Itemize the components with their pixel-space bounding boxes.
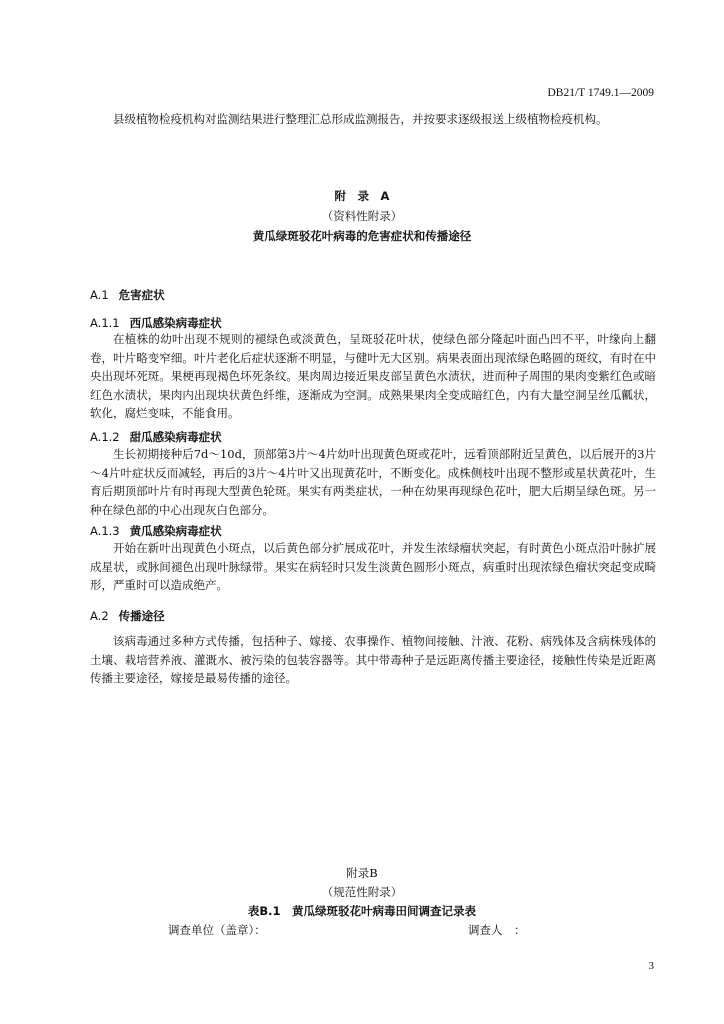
section-number: A.1	[90, 288, 109, 302]
appendix-a-title: 附 录 A	[334, 189, 390, 203]
appendix-b-title: 附录B	[346, 866, 378, 880]
section-a13-paragraph: 开始在新叶出现黄色小斑点，以后黄色部分扩展成花叶，并发生浓绿瘤状突起，有时黄色小斑点沿叶脉扩展成星状，或脉间褪色出现叶脉绿带。果实在病轻时只发生淡黄色圆形小斑点，病重时出现浓绿色瘤状突起变成畸形，严重时可以造成绝产。	[90, 541, 656, 592]
section-number: A.1.2	[90, 430, 120, 444]
section-a2-paragraph: 该病毒通过多种方式传播，包括种子、嫁接、农事操作、植物间接触、汁液、花粉、病残体及含病株残体的土壤、栽培营养液、灌溉水、被污染的包装容器等。其中带毒种子是远距离传播主要途径，接触性传染是近距离传播主要途径，嫁接是最易传播的途径。	[90, 634, 656, 685]
section-title: 西瓜感染病毒症状	[129, 316, 222, 330]
intro-paragraph: 县级植物检疫机构对监测结果进行整理汇总形成监测报告，并按要求逐级报送上级植物检疫机构。	[113, 112, 608, 126]
section-a12-paragraph: 生长初期接种后7d～10d，顶部第3片～4片幼叶出现黄色斑或花叶，远看顶部附近呈黄色，以后展开的3片～4片叶症状反而减轻，再后的3片～4片叶又出现黄花叶，不断变化。成株侧枝叶出现不整形或星状黄花叶，生育后期顶部叶片有时再现大型黄色轮斑。果实有两类症状，一种在幼果再现绿色花叶，肥大后期呈绿色斑。另一种在绿色部的中心出现灰白色部分。	[90, 447, 656, 517]
section-a2-heading	[90, 608, 165, 624]
investigator-label: 调查人 ：	[468, 923, 526, 937]
section-a13-heading	[90, 523, 222, 539]
section-title: 甜瓜感染病毒症状	[129, 430, 222, 444]
section-a12-heading	[90, 429, 222, 445]
section-title: 黄瓜感染病毒症状	[129, 524, 222, 538]
appendix-a-subtitle: （资料性附录）	[321, 209, 403, 223]
section-a11-paragraph: 在植株的幼叶出现不规则的褪绿色或淡黄色，呈斑驳花叶状，使绿色部分隆起叶面凸凹不平，叶缘向上翻卷，叶片略变窄细。叶片老化后症状逐渐不明显，与健叶无大区别。病果表面出现浓绿色略圆的斑纹，有时在中央出现坏死斑。果梗再现褐色坏死条纹。果肉周边接近果皮部呈黄色水渍状，进而种子周围的果肉变紫红色或暗红色水渍状，果肉内出现块状黄色纤维，逐渐成为空洞。成熟果果肉全变成暗红色，内有大量空洞呈丝瓜瓤状，软化，腐烂变味，不能食用。	[90, 332, 656, 420]
survey-unit-label: 调查单位（盖章）：	[168, 923, 266, 937]
appendix-b-subtitle: （规范性附录）	[321, 885, 403, 899]
section-a11-heading	[90, 315, 222, 331]
section-title: 传播途径	[118, 609, 165, 623]
section-number: A.1.1	[90, 316, 120, 330]
table-caption: 表B.1 黄瓜绿斑驳花叶病毒田间调查记录表	[247, 904, 477, 918]
appendix-a-heading: 黄瓜绿斑驳花叶病毒的危害症状和传播途径	[252, 229, 472, 243]
section-number: A.1.3	[90, 524, 120, 538]
section-title: 危害症状	[118, 288, 165, 302]
page-number: 3	[648, 960, 654, 972]
section-a1-heading	[90, 287, 165, 303]
doc-code: DB21/T 1749.1—2009	[547, 87, 654, 99]
section-number: A.2	[90, 609, 109, 623]
